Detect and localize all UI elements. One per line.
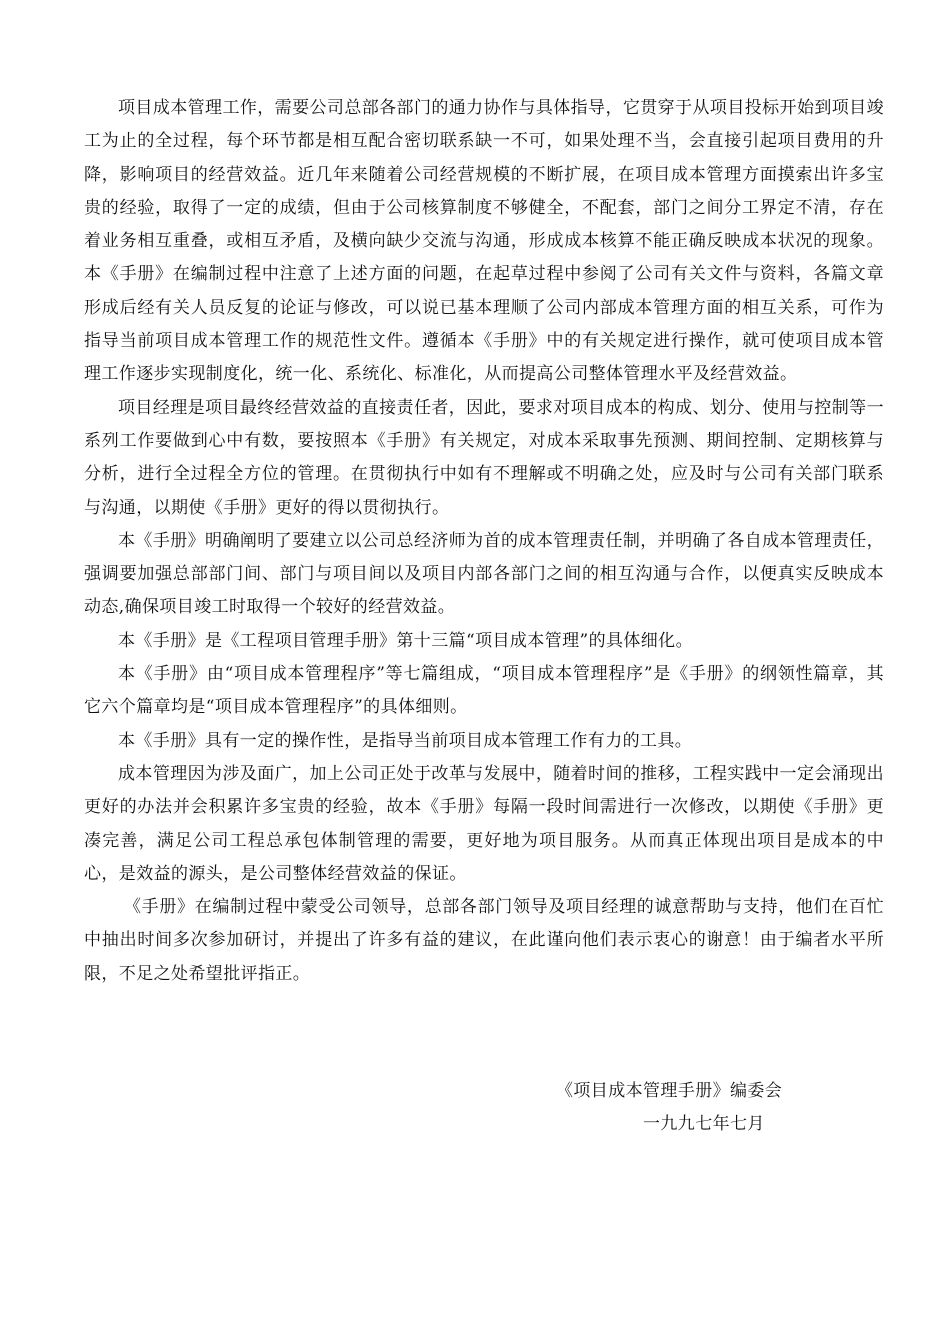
paragraph-6: 本《手册》具有一定的操作性，是指导当前项目成本管理工作有力的工具。 — [118, 730, 693, 751]
paragraph-2: 项目经理是项目最终经营效益的直接责任者，因此，要求对项目成本的构成、划分、使用与控制等一系列工作要做到心中有数，要按照本《手册》有关规定，对成本采取事先预测、期间控制、定期核算与分析，进行全过程全方位的管理。在贯彻执行中如有不理解或不明确之处，应及时与公司有关部门联系与沟通，以期使《手册》更好的得以贯彻执行。 — [84, 397, 884, 518]
paragraph-8: 《手册》在编制过程中蒙受公司领导，总部各部门领导及项目经理的诚意帮助与支持，他们在百忙中抽出时间多次参加研讨，并提出了许多有益的建议，在此谨向他们表示衷心的谢意！由于编者水平所限，不足之处希望批评指正。 — [84, 897, 884, 984]
document-body — [84, 92, 884, 991]
paragraph-3: 本《手册》明确阐明了要建立以公司总经济师为首的成本管理责任制，并明确了各自成本管理责任，强调要加强总部部门间、部门与项目间以及项目内部各部门之间的相互沟通与合作，以便真实反映成本动态,确保项目竣工时取得一个较好的经营效益。 — [84, 530, 884, 618]
paragraph-1: 项目成本管理工作，需要公司总部各部门的通力协作与具体指导，它贯穿于从项目投标开始到项目竣工为止的全过程，每个环节都是相互配合密切联系缺一不可，如果处理不当，会直接引起项目费用的升降，影响项目的经营效益。近几年来随着公司经营规模的不断扩展，在项目成本管理方面摸索出许多宝贵的经验，取得了一定的成绩，但由于公司核算制度不够健全，不配套，部门之间分工界定不清，存在着业务相互重叠，或相互矛盾，及横向缺少交流与沟通，形成成本核算不能正确反映成本状况的现象。本《手册》在编制过程中注意了上述方面的问题，在起草过程中参阅了公司有关文件与资料，各篇文章形成后经有关人员反复的论证与修改，可以说已基本理顺了公司内部成本管理方面的相互关系，可作为指导当前项目成本管理工作的规范性文件。遵循本《手册》中的有关规定进行操作，就可使项目成本管理工作逐步实现制度化，统一化、系统化、标准化，从而提高公司整体管理水平及经营效益。 — [84, 98, 884, 385]
signature-committee: 《项目成本管理手册》编委会 — [556, 1081, 783, 1101]
paragraph-4: 本《手册》是《工程项目管理手册》第十三篇“项目成本管理”的具体细化。 — [118, 630, 693, 651]
paragraph-7: 成本管理因为涉及面广，加上公司正处于改革与发展中，随着时间的推移，工程实践中一定会涌现出更好的办法并会积累许多宝贵的经验，故本《手册》每隔一段时间需进行一次修改，以期使《手册》更凑完善，满足公司工程总承包体制管理的需要，更好地为项目服务。从而真正体现出项目是成本的中心，是效益的源头，是公司整体经营效益的保证。 — [84, 763, 884, 884]
signature-date: 一九九七年七月 — [643, 1114, 765, 1134]
paragraph-5: 本《手册》由“项目成本管理程序”等七篇组成，“项目成本管理程序”是《手册》的纲领性篇章，其它六个篇章均是“项目成本管理程序”的具体细则。 — [84, 664, 884, 718]
